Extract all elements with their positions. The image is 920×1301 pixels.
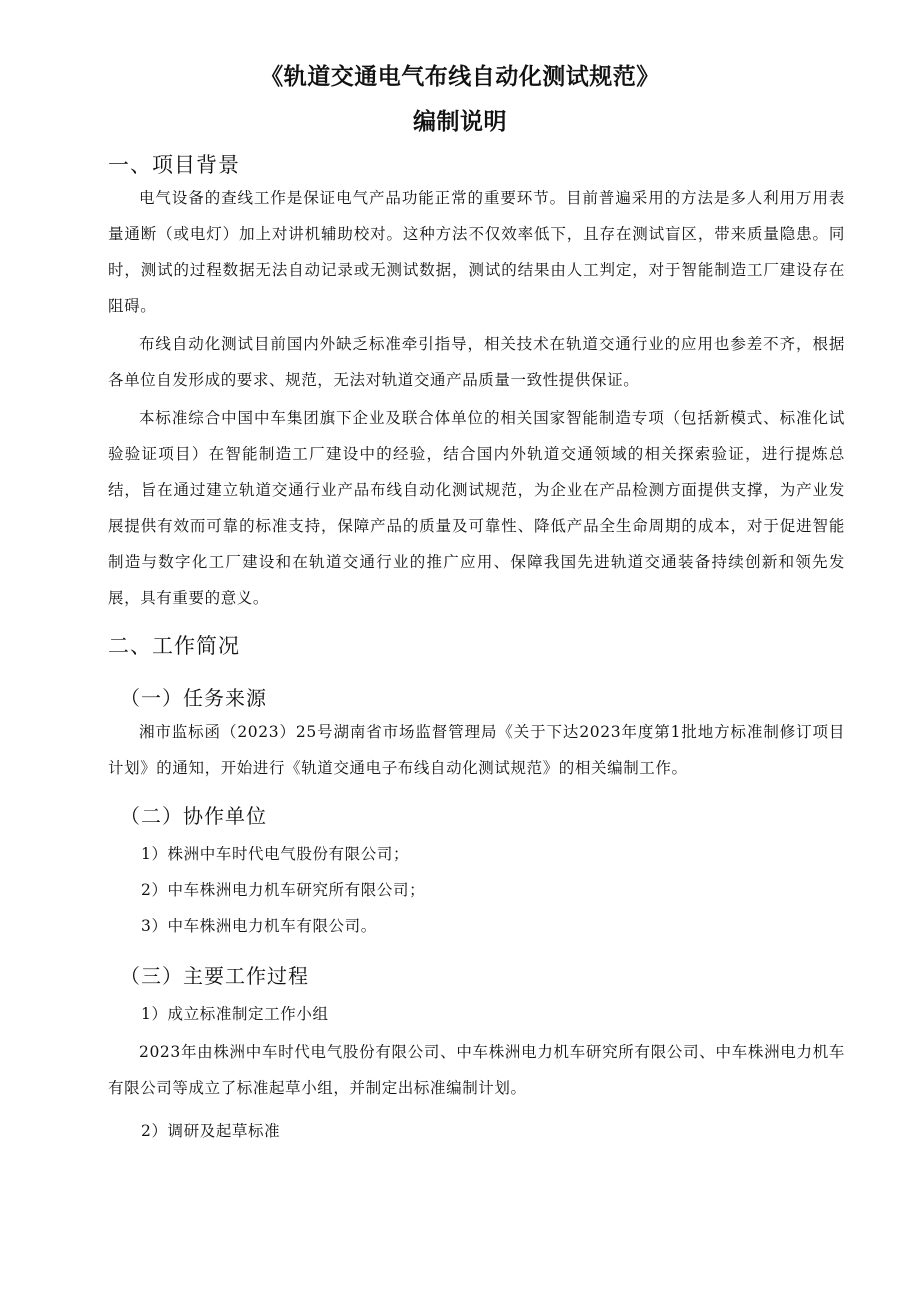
document-subtitle: 编制说明 <box>413 109 507 135</box>
task-source-paragraph: 湘市监标函（2023）25号湖南省市场监督管理局《关于下达2023年度第1批地方标准制修订项目计划》的通知，开始进行《轨道交通电子布线自动化测试规范》的相关编制工作。 <box>108 723 845 777</box>
subsection-heading-cooperating-units: （二）协作单位 <box>120 804 267 828</box>
document-title: 《轨道交通电气布线自动化测试规范》 <box>260 64 660 90</box>
background-paragraph-1: 电气设备的查线工作是保证电气产品功能正常的重要环节。目前普遍采用的方法是多人利用万用表量通断（或电灯）加上对讲机辅助校对。这种方法不仅效率低下，且存在测试盲区，带来质量隐患。同时，测试的过程数据无法自动记录或无测试数据，测试的结果由人工判定，对于智能制造工厂建设存在阻碍。 <box>108 189 845 315</box>
section-heading-work-overview: 二、工作简况 <box>108 634 240 658</box>
work-step-1: 1）成立标准制定工作小组 <box>141 1005 329 1023</box>
work-step-1-paragraph: 2023年由株洲中车时代电气股份有限公司、中车株洲电力机车研究所有限公司、中车株洲电力机车有限公司等成立了标准起草小组，并制定出标准编制计划。 <box>108 1043 845 1097</box>
cooperating-unit-item: 1）株洲中车时代电气股份有限公司； <box>141 845 410 863</box>
subsection-heading-main-work-process: （三）主要工作过程 <box>120 964 309 988</box>
cooperating-unit-item: 2）中车株洲电力机车研究所有限公司； <box>141 881 426 899</box>
work-step-2: 2）调研及起草标准 <box>141 1122 281 1140</box>
background-paragraph-3: 本标准综合中国中车集团旗下企业及联合体单位的相关国家智能制造专项（包括新模式、标准化试验验证项目）在智能制造工厂建设中的经验，结合国内外轨道交通领域的相关探索验证，进行提炼总结，旨在通过建立轨道交通行业产品布线自动化测试规范，为企业在产品检测方面提供支撑，为产业发展提供有效而可靠的标准支持，保障产品的质量及可靠性、降低产品全生命周期的成本，对于促进智能制造与数字化工厂建设和在轨道交通行业的推广应用、保障我国先进轨道交通装备持续创新和领先发展，具有重要的意义。 <box>108 409 845 607</box>
background-paragraph-2: 布线自动化测试目前国内外缺乏标准牵引指导，相关技术在轨道交通行业的应用也参差不齐，根据各单位自发形成的要求、规范，无法对轨道交通产品质量一致性提供保证。 <box>108 335 845 389</box>
subsection-heading-task-source: （一）任务来源 <box>120 686 267 710</box>
section-heading-background: 一、项目背景 <box>108 153 240 177</box>
cooperating-unit-item: 3）中车株洲电力机车有限公司。 <box>141 917 377 935</box>
